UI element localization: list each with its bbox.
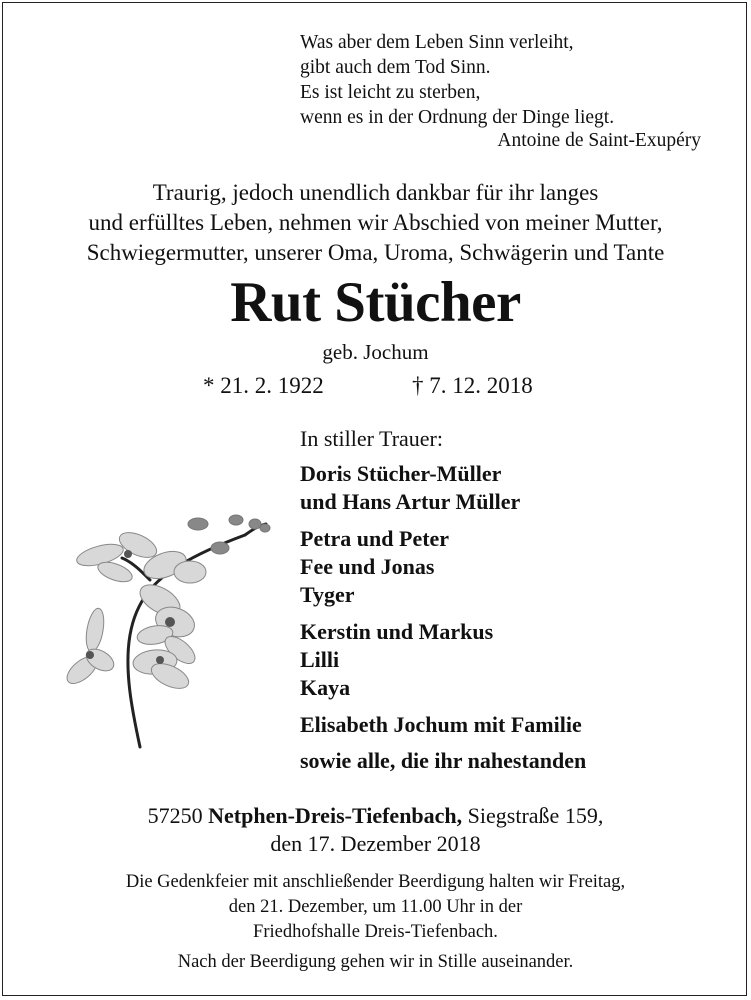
epigraph-line: Es ist leicht zu sterben,: [300, 82, 481, 103]
service-closing: Nach der Beerdigung gehen wir in Stille auseinander.: [177, 952, 574, 972]
mourner-name: Kaya: [300, 675, 351, 700]
mourner-name: Petra und Peter: [300, 526, 450, 551]
epigraph-line: Was aber dem Leben Sinn verleiht,: [300, 32, 574, 53]
mourners-closing: sowie alle, die ihr nahestanden: [300, 748, 587, 773]
mourners-heading: In stiller Trauer:: [300, 426, 443, 451]
service-line: Friedhofshalle Dreis-Tiefenbach.: [253, 922, 498, 942]
mourner-group: [300, 618, 586, 702]
birth-date: * 21. 2. 1922: [203, 373, 324, 398]
service-line: den 21. Dezember, um 11.00 Uhr in der: [228, 897, 523, 917]
death-date: † 7. 12. 2018: [412, 373, 533, 398]
mourner-name: Elisabeth Jochum mit Familie: [300, 712, 582, 737]
epigraph-line: gibt auch dem Tod Sinn.: [300, 57, 491, 78]
mourner-name: und Hans Artur Müller: [300, 489, 521, 514]
service-line: Die Gedenkfeier mit anschließender Beerdigung halten wir Freitag,: [125, 872, 626, 892]
address-block: [0, 802, 751, 858]
mourner-group: [300, 525, 586, 609]
mourner-name: Kerstin und Markus: [300, 619, 494, 644]
epigraph: [300, 30, 614, 130]
mourner-name: Doris Stücher-Müller: [300, 461, 502, 486]
intro-line: Schwiegermutter, unserer Oma, Uroma, Schwägerin und Tante: [86, 240, 665, 265]
birth-name: geb. Jochum: [322, 340, 429, 364]
service-info: [0, 870, 751, 945]
mourner-group: [300, 711, 586, 739]
deceased-name: Rut Stücher: [230, 271, 521, 334]
epigraph-line: wenn es in der Ordnung der Dinge liegt.: [300, 107, 615, 128]
epigraph-author: Antoine de Saint-Exupéry: [497, 130, 701, 151]
notice-date: den 17. Dezember 2018: [270, 831, 481, 856]
mourner-group: [300, 460, 586, 516]
street: Siegstraße 159,: [467, 803, 604, 828]
mourner-name: Tyger: [300, 582, 355, 607]
intro-line: Traurig, jedoch unendlich dankbar für ihr langes: [152, 180, 599, 205]
mourner-name: Lilli: [300, 647, 340, 672]
place-name: Netphen-Dreis-Tiefenbach,: [208, 803, 463, 828]
address-line: [0, 802, 751, 830]
intro-line: und erfülltes Leben, nehmen wir Abschied von meiner Mutter,: [88, 210, 663, 235]
intro-text: [0, 178, 751, 268]
mourner-name: Fee und Jonas: [300, 554, 435, 579]
mourners-list: [300, 426, 586, 774]
postal-code: 57250: [147, 803, 203, 828]
orchid-icon: [60, 510, 275, 755]
